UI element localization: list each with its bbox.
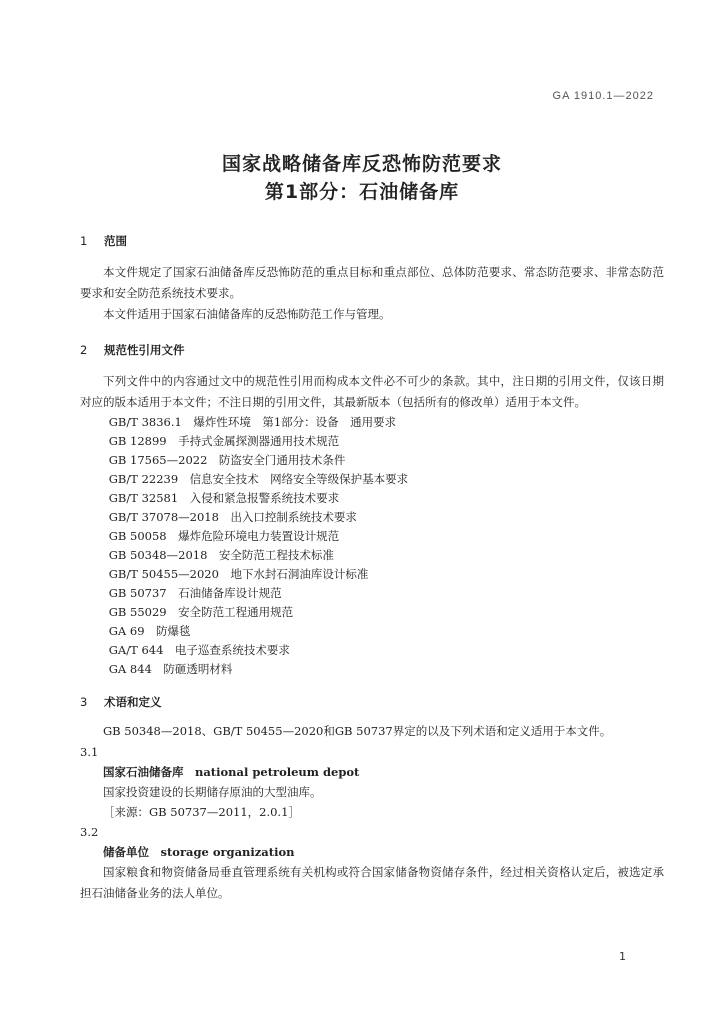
reference-item: GB 50058 爆炸危险环境电力装置设计规范: [108, 529, 340, 543]
term-source: ［来源：GB 50737—2011，2.0.1］: [103, 805, 300, 819]
section-title: 范围: [104, 234, 127, 248]
term-name: 国家石油储备库 national petroleum depot: [103, 765, 360, 779]
reference-item: GB 17565—2022 防盗安全门通用技术条件: [108, 453, 346, 467]
reference-item: GA 69 防爆毯: [108, 624, 191, 638]
term-name: 储备单位 storage organization: [103, 845, 295, 859]
term-number: 3.1: [80, 745, 99, 759]
page-number: 1: [619, 950, 626, 963]
reference-item: GB/T 32581 入侵和紧急报警系统技术要求: [108, 491, 340, 505]
reference-item: GB/T 3836.1 爆炸性环境 第1部分：设备 通用要求: [108, 415, 397, 429]
section-2-heading: [80, 341, 664, 359]
document-body: [80, 232, 664, 904]
term-entry: [80, 742, 664, 822]
reference-item: GB 55029 安全防范工程通用规范: [108, 605, 294, 619]
section-3-intro: GB 50348—2018、GB/T 50455—2020和GB 50737界定的以及下列术语和定义适用于本文件。: [103, 724, 612, 738]
section-3-heading: [80, 693, 664, 711]
reference-item: GB 50348—2018 安全防范工程技术标准: [108, 548, 334, 562]
section-number: 3: [80, 695, 88, 709]
section-title: 术语和定义: [104, 695, 162, 709]
section-number: 1: [80, 234, 88, 248]
reference-item: GB 12899 手持式金属探测器通用技术规范: [108, 434, 340, 448]
section-1-paragraph: 本文件规定了国家石油储备库反恐怖防范的重点目标和重点部位、总体防范要求、常态防范要求、非常态防范要求和安全防范系统技术要求。: [80, 265, 664, 300]
section-title: 规范性引用文件: [104, 343, 185, 357]
section-1-heading: [80, 232, 664, 250]
title-line-2: 第1部分：石油储备库: [264, 181, 460, 203]
term-definition: 国家粮食和物资储备局垂直管理系统有关机构或符合国家储备物资储存条件，经过相关资格认定后，被选定承担石油储备业务的法人单位。: [80, 865, 664, 900]
reference-item: GB 50737 石油储备库设计规范: [108, 586, 282, 600]
document-title: [0, 150, 724, 206]
reference-list: [80, 413, 664, 679]
reference-item: GB/T 22239 信息安全技术 网络安全等级保护基本要求: [108, 472, 409, 486]
section-2-intro: 下列文件中的内容通过文中的规范性引用而构成本文件必不可少的条款。其中，注日期的引用文件，仅该日期对应的版本适用于本文件；不注日期的引用文件，其最新版本（包括所有的修改单）适用于本文件。: [80, 374, 664, 409]
reference-item: GA 844 防砸透明材料: [108, 662, 233, 676]
standard-code: GA 1910.1—2022: [552, 90, 654, 102]
section-1-paragraph: 本文件适用于国家石油储备库的反恐怖防范工作与管理。: [103, 307, 391, 321]
term-number: 3.2: [80, 825, 99, 839]
title-line-1: 国家战略储备库反恐怖防范要求: [221, 153, 502, 175]
reference-item: GB/T 50455—2020 地下水封石洞油库设计标准: [108, 567, 369, 581]
term-definition: 国家投资建设的长期储存原油的大型油库。: [103, 785, 322, 799]
reference-item: GB/T 37078—2018 出入口控制系统技术要求: [108, 510, 357, 524]
term-entry: [80, 822, 664, 904]
reference-item: GA/T 644 电子巡查系统技术要求: [108, 643, 290, 657]
section-number: 2: [80, 343, 88, 357]
